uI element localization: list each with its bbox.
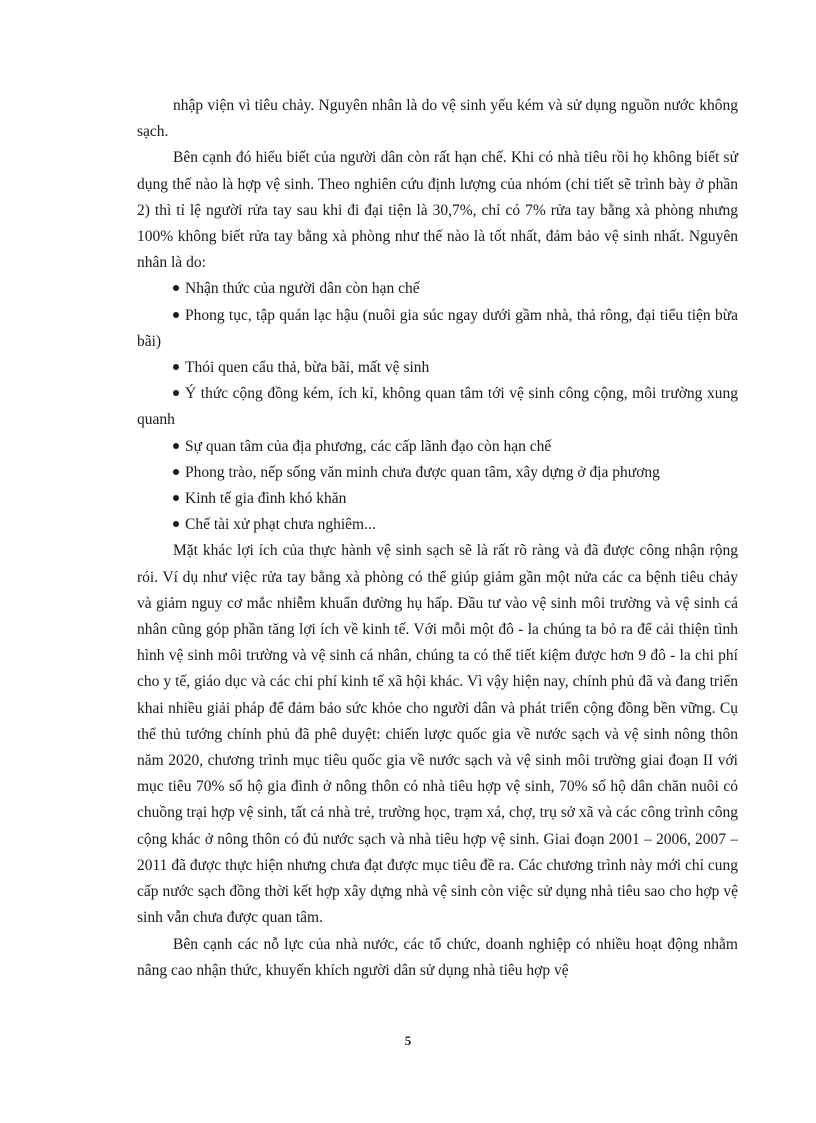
bullet-icon: [173, 390, 179, 396]
body-text: [137, 93, 738, 984]
bullet-icon: [173, 495, 179, 501]
list-item: Nhận thức của người dân còn hạn chế: [137, 276, 738, 302]
bullet-icon: [173, 312, 179, 318]
paragraph-4: Bên cạnh các nỗ lực của nhà nước, các tổ chức, doanh nghiệp có nhiều hoạt động nhằm nâng cao nhận thức, khuyến khích người dân sử dụng nhà tiêu hợp vệ: [137, 935, 738, 979]
list-item: Ý thức cộng đồng kém, ích kỉ, không quan tâm tới vệ sinh công cộng, môi trường xung quanh: [137, 385, 738, 429]
list-item: Kinh tế gia đình khó khăn: [137, 486, 738, 512]
list-item: Phong trào, nếp sống văn minh chưa được quan tâm, xây dựng ở địa phương: [137, 460, 738, 486]
bullet-icon: [173, 469, 179, 475]
bullet-icon: [173, 285, 179, 291]
list-item: Thói quen cẩu thả, bừa bãi, mất vệ sinh: [137, 355, 738, 381]
list-item: Chế tài xử phạt chưa nghiêm...: [137, 512, 738, 538]
paragraph-2: Bên cạnh đó hiểu biết của người dân còn rất hạn chế. Khi có nhà tiêu rồi họ không biết sử dụng thế nào là hợp vệ sinh. Theo nghiên cứu định lượng của nhóm (chi tiết sẽ trình bày ở phần 2) thì tỉ lệ người rửa tay sau khi đi đại tiện là 30,7%, chỉ có 7% rửa tay bằng xà phòng nhưng 100% không biết rửa tay bằng xà phòng như thế nào là tốt nhất, đảm bảo vệ sinh nhất. Nguyên nhân là do:: [137, 149, 738, 272]
bullet-icon: [173, 364, 179, 370]
paragraph-1: nhập viện vì tiêu chảy. Nguyên nhân là do vệ sinh yếu kém và sử dụng nguồn nước không sạch.: [137, 97, 738, 141]
paragraph-3: Mặt khác lợi ích của thực hành vệ sinh sạch sẽ là rất rõ ràng và đã được công nhận rộng rói. Ví dụ như việc rửa tay bằng xà phòng có thể giúp giảm gần một nửa các ca bệnh tiêu chảy và giảm nguy cơ mắc nhiễm khuẩn đường hụ hấp. Đầu tư vào vệ sinh môi trường và vệ sinh cá nhân cũng góp phần tăng lợi ích về kinh tế. Với mỗi một đô - la chúng ta bỏ ra để cải thiện tình hình vệ sinh môi trường và vệ sinh cá nhân, chúng ta có thể tiết kiệm được hơn 9 đô - la chi phí cho y tế, giáo dục và các chi phí kinh tế xã hội khác. Vì vậy hiện nay, chính phủ đã và đang triển khai nhiều giải pháp để đảm bảo sức khỏe cho người dân và phát triển cộng đồng bền vững. Cụ thể thủ tướng chính phủ đã phê duyệt: chiến lược quốc gia về nước sạch và vệ sinh nông thôn năm 2020, chương trình mục tiêu quốc gia về nước sạch và vệ sinh môi trường giai đoạn II với mục tiêu 70% số hộ gia đình ở nông thôn có nhà tiêu hợp vệ sinh, 70% số hộ dân chăn nuôi có chuồng trại hợp vệ sinh, tất cả nhà trẻ, trường học, trạm xá, chợ, trụ sở xã và các công trình công cộng khác ở nông thôn có đủ nước sạch và nhà tiêu hợp vệ sinh. Giai đoạn 2001 – 2006, 2007 – 2011 đã được thực hiện nhưng chưa đạt được mục tiêu đề ra. Các chương trình này mới chỉ cung cấp nước sạch đồng thời kết hợp xây dựng nhà vệ sinh còn việc sử dụng nhà tiêu sao cho hợp vệ sinh vẫn chưa được quan tâm.: [137, 542, 738, 927]
bullet-icon: [173, 443, 179, 449]
page-number: 5: [404, 1033, 412, 1048]
list-item: Sự quan tâm của địa phương, các cấp lãnh đạo còn hạn chế: [137, 434, 738, 460]
bullet-icon: [173, 521, 179, 527]
list-item: Phong tục, tập quán lạc hậu (nuôi gia súc ngay dưới gầm nhà, thả rông, đại tiểu tiện bừa bãi): [137, 306, 738, 350]
cause-list: [137, 276, 738, 538]
